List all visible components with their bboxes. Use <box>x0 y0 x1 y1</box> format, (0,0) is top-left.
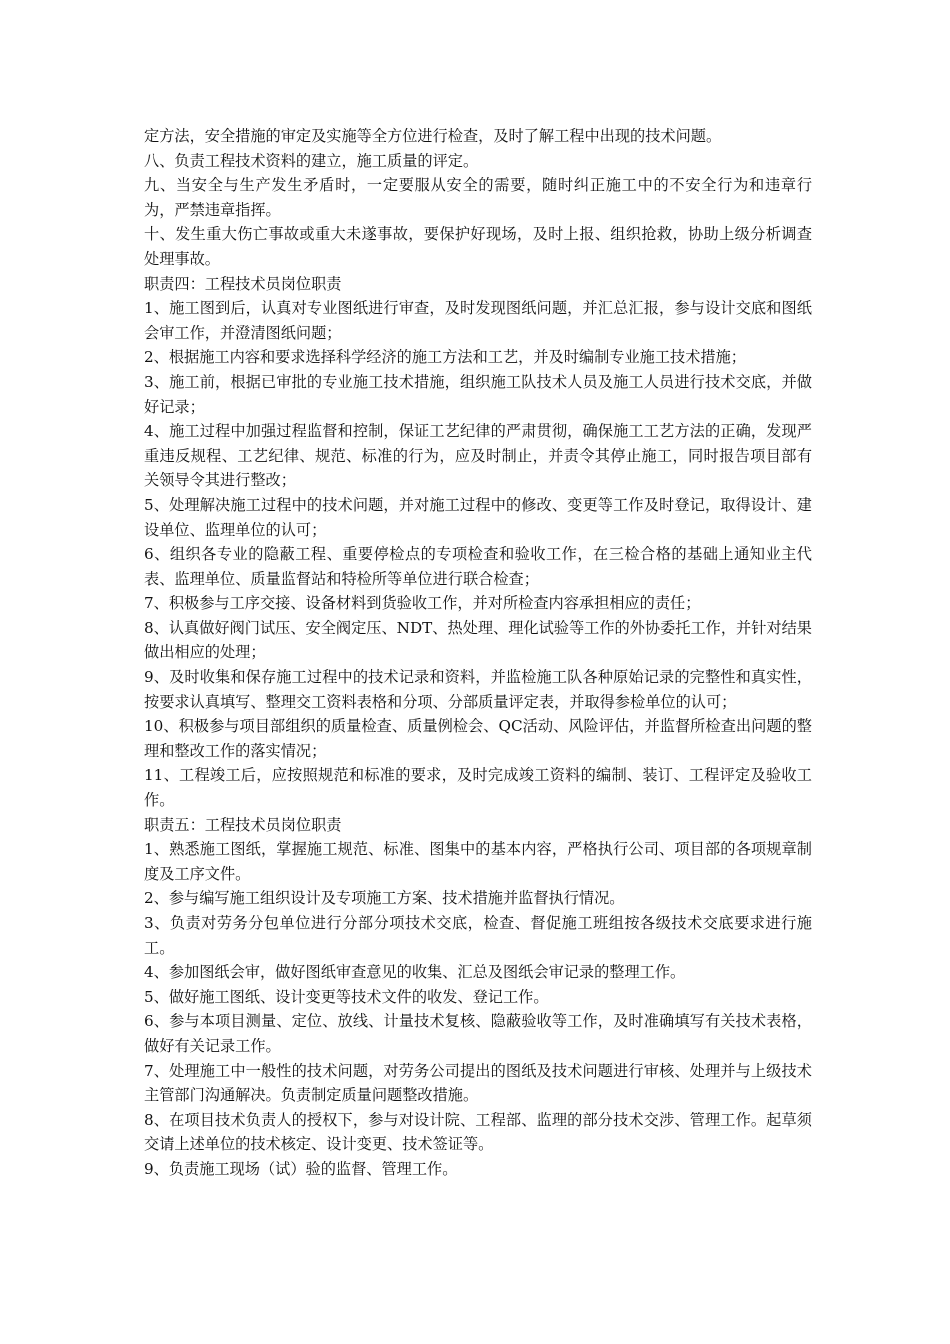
list-item: 1、熟悉施工图纸，掌握施工规范、标准、图集中的基本内容，严格执行公司、项目部的各项规章制度及工序文件。 <box>144 840 812 883</box>
list-item: 4、参加图纸会审，做好图纸审查意见的收集、汇总及图纸会审记录的整理工作。 <box>144 963 686 982</box>
list-item: 4、施工过程中加强过程监督和控制，保证工艺纪律的严肃贯彻，确保施工工艺方法的正确，发现严重违反规程、工艺纪律、规范、标准的行为，应及时制止，并责令其停止施工，同时报告项目部有关领导令其进行整改； <box>144 422 812 490</box>
list-item: 2、根据施工内容和要求选择科学经济的施工方法和工艺，并及时编制专业施工技术措施； <box>144 348 746 367</box>
paragraph: 八、负责工程技术资料的建立，施工质量的评定。 <box>144 151 479 170</box>
paragraph: 定方法，安全措施的审定及实施等全方位进行检查，及时了解工程中出现的技术问题。 <box>144 127 722 145</box>
list-item: 3、负责对劳务分包单位进行分部分项技术交底，检查、督促施工班组按各级技术交底要求进行施工。 <box>144 914 812 957</box>
section-heading: 职责四：工程技术员岗位职责 <box>144 274 342 293</box>
list-item: 8、在项目技术负责人的授权下，参与对设计院、工程部、监理的部分技术交涉、管理工作。起草须交请上述单位的技术核定、设计变更、技术签证等。 <box>144 1110 812 1154</box>
list-item: 1、施工图到后，认真对专业图纸进行审查，及时发现图纸问题，并汇总汇报，参与设计交底和图纸会审工作，并澄清图纸问题； <box>144 299 812 342</box>
list-item: 5、处理解决施工过程中的技术问题，并对施工过程中的修改、变更等工作及时登记，取得设计、建设单位、监理单位的认可； <box>144 495 812 539</box>
list-item: 7、处理施工中一般性的技术问题，对劳务公司提出的图纸及技术问题进行审核、处理并与上级技术主管部门沟通解决。负责制定质量问题整改措施。 <box>144 1061 812 1105</box>
list-item: 2、参与编写施工组织设计及专项施工方案、技术措施并监督执行情况。 <box>144 889 625 908</box>
list-item: 9、及时收集和保存施工过程中的技术记录和资料，并监检施工队各种原始记录的完整性和真实性，按要求认真填写、整理交工资料表格和分项、分部质量评定表，并取得参检单位的认可； <box>144 668 812 711</box>
list-item: 3、施工前，根据已审批的专业施工技术措施，组织施工队技术人员及施工人员进行技术交底，并做好记录； <box>144 372 812 416</box>
paragraph: 十、发生重大伤亡事故或重大未遂事故，要保护好现场，及时上报、组织抢救，协助上级分析调查处理事故。 <box>144 225 812 268</box>
document-body <box>144 124 812 1182</box>
paragraph: 九、当安全与生产发生矛盾时，一定要服从安全的需要，随时纠正施工中的不安全行为和违章行为，严禁违章指挥。 <box>144 176 812 219</box>
list-item: 6、参与本项目测量、定位、放线、计量技术复核、隐蔽验收等工作，及时准确填写有关技术表格，做好有关记录工作。 <box>144 1012 812 1055</box>
list-item: 7、积极参与工序交接、设备材料到货验收工作，并对所检查内容承担相应的责任； <box>144 594 701 613</box>
list-item: 9、负责施工现场（试）验的监督、管理工作。 <box>144 1159 458 1178</box>
list-item: 8、认真做好阀门试压、安全阀定压、NDT、热处理、理化试验等工作的外协委托工作，并针对结果做出相应的处理； <box>144 618 812 662</box>
list-item: 6、组织各专业的隐蔽工程、重要停检点的专项检查和验收工作，在三检合格的基础上通知业主代表、监理单位、质量监督站和特检所等单位进行联合检查； <box>144 545 812 588</box>
section-heading: 职责五：工程技术员岗位职责 <box>144 815 342 834</box>
list-item: 5、做好施工图纸、设计变更等技术文件的收发、登记工作。 <box>144 987 549 1006</box>
list-item: 11、工程竣工后，应按照规范和标准的要求，及时完成竣工资料的编制、装订、工程评定及验收工作。 <box>144 766 812 810</box>
list-item: 10、积极参与项目部组织的质量检查、质量例检会、QC活动、风险评估，并监督所检查出问题的整理和整改工作的落实情况； <box>144 717 812 760</box>
